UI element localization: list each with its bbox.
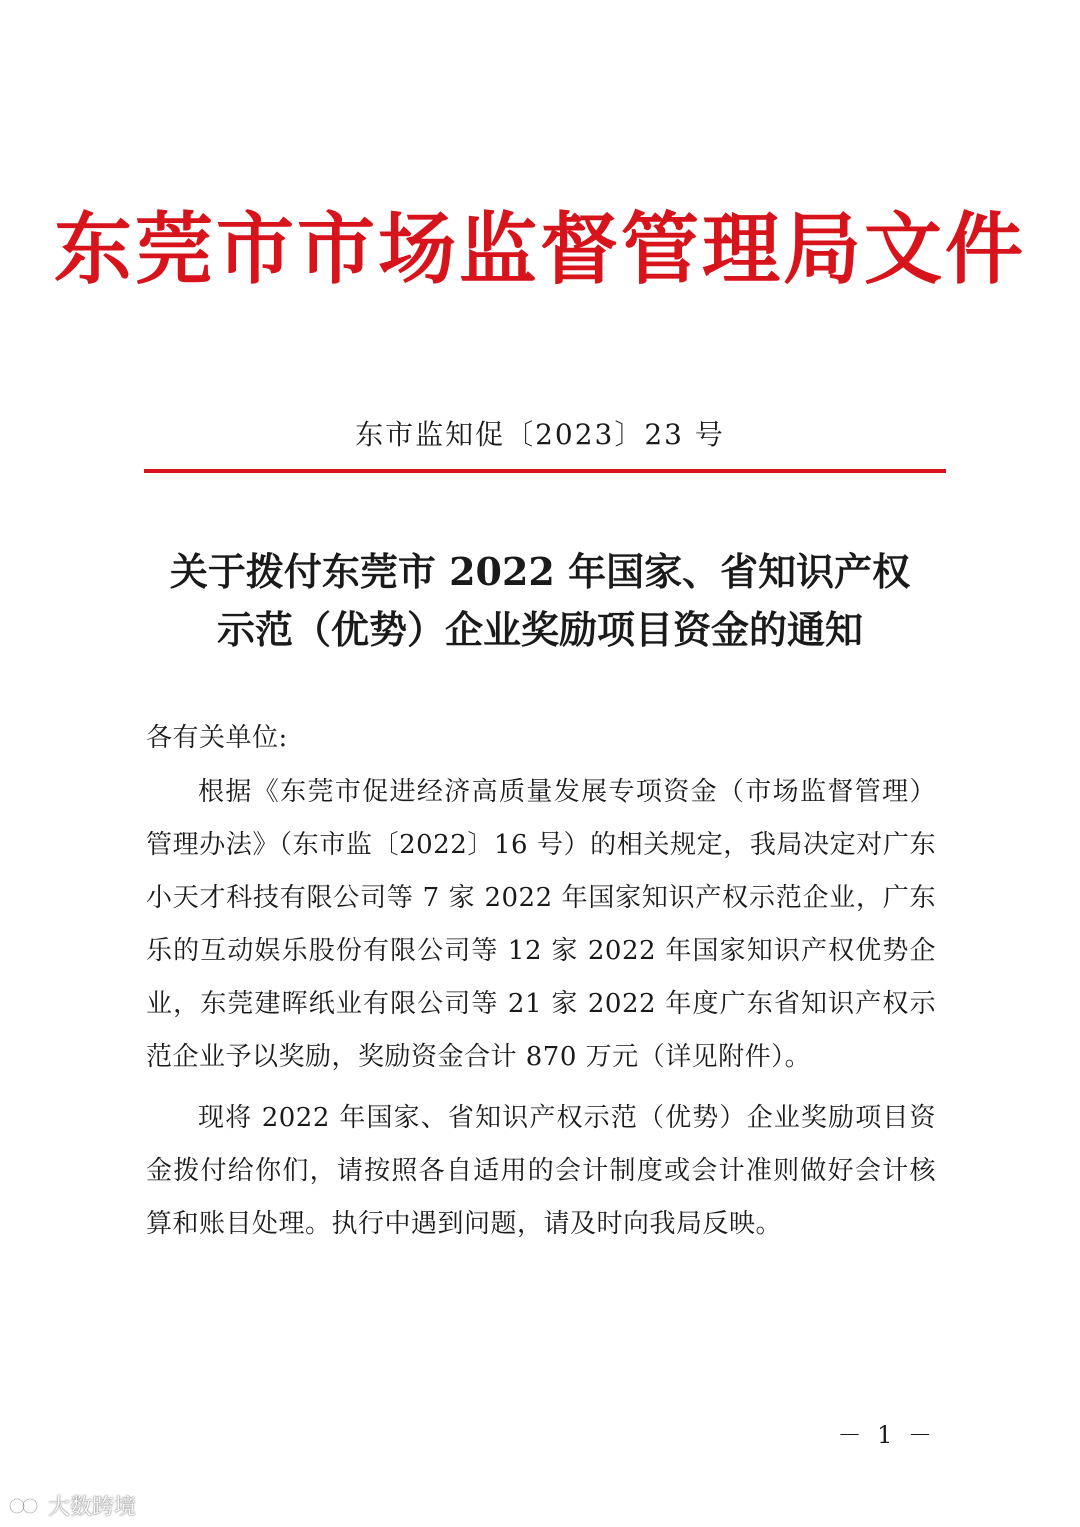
brand-logo-icon (8, 1494, 42, 1518)
body-paragraph-2: 现将 2022 年国家、省知识产权示范（优势）企业奖励项目资金拨付给你们，请按照各自适用的会计制度或会计准则做好会计核算和账目处理。执行中遇到问题，请及时向我局反映。 (146, 1103, 936, 1239)
salutation: 各有关单位: (146, 723, 288, 753)
document-number: 东市监知促〔2023〕23 号 (355, 418, 725, 451)
watermark-text: 大数跨境 (48, 1495, 137, 1520)
red-divider-rule (144, 469, 946, 473)
notice-title-line-2: 示范（优势）企业奖励项目资金的通知 (216, 607, 863, 652)
page-number: － 1 － (837, 1421, 936, 1449)
notice-body (146, 712, 936, 1251)
notice-title-line-1: 关于拨付东莞市 2022 年国家、省知识产权 (169, 549, 911, 594)
body-paragraph-1: 根据《东莞市促进经济高质量发展专项资金（市场监督管理）管理办法》（东市监〔2022〕16 号）的相关规定，我局决定对广东小天才科技有限公司等 7 家 2022 年国家知识产权示范企业，广东乐的互动娱乐股份有限公司等 12 家 2022 年国家知识产权优势企业，东莞建晖纸业有限公司等 21 家 2022 年度广东省知识产权示范企业予以奖励，奖励资金合计 870 万元（详见附件）。 (146, 777, 936, 1072)
notice-title (100, 543, 980, 659)
watermark (8, 1490, 136, 1521)
masthead-title: 东莞市市场监督管理局文件 (53, 204, 1026, 295)
